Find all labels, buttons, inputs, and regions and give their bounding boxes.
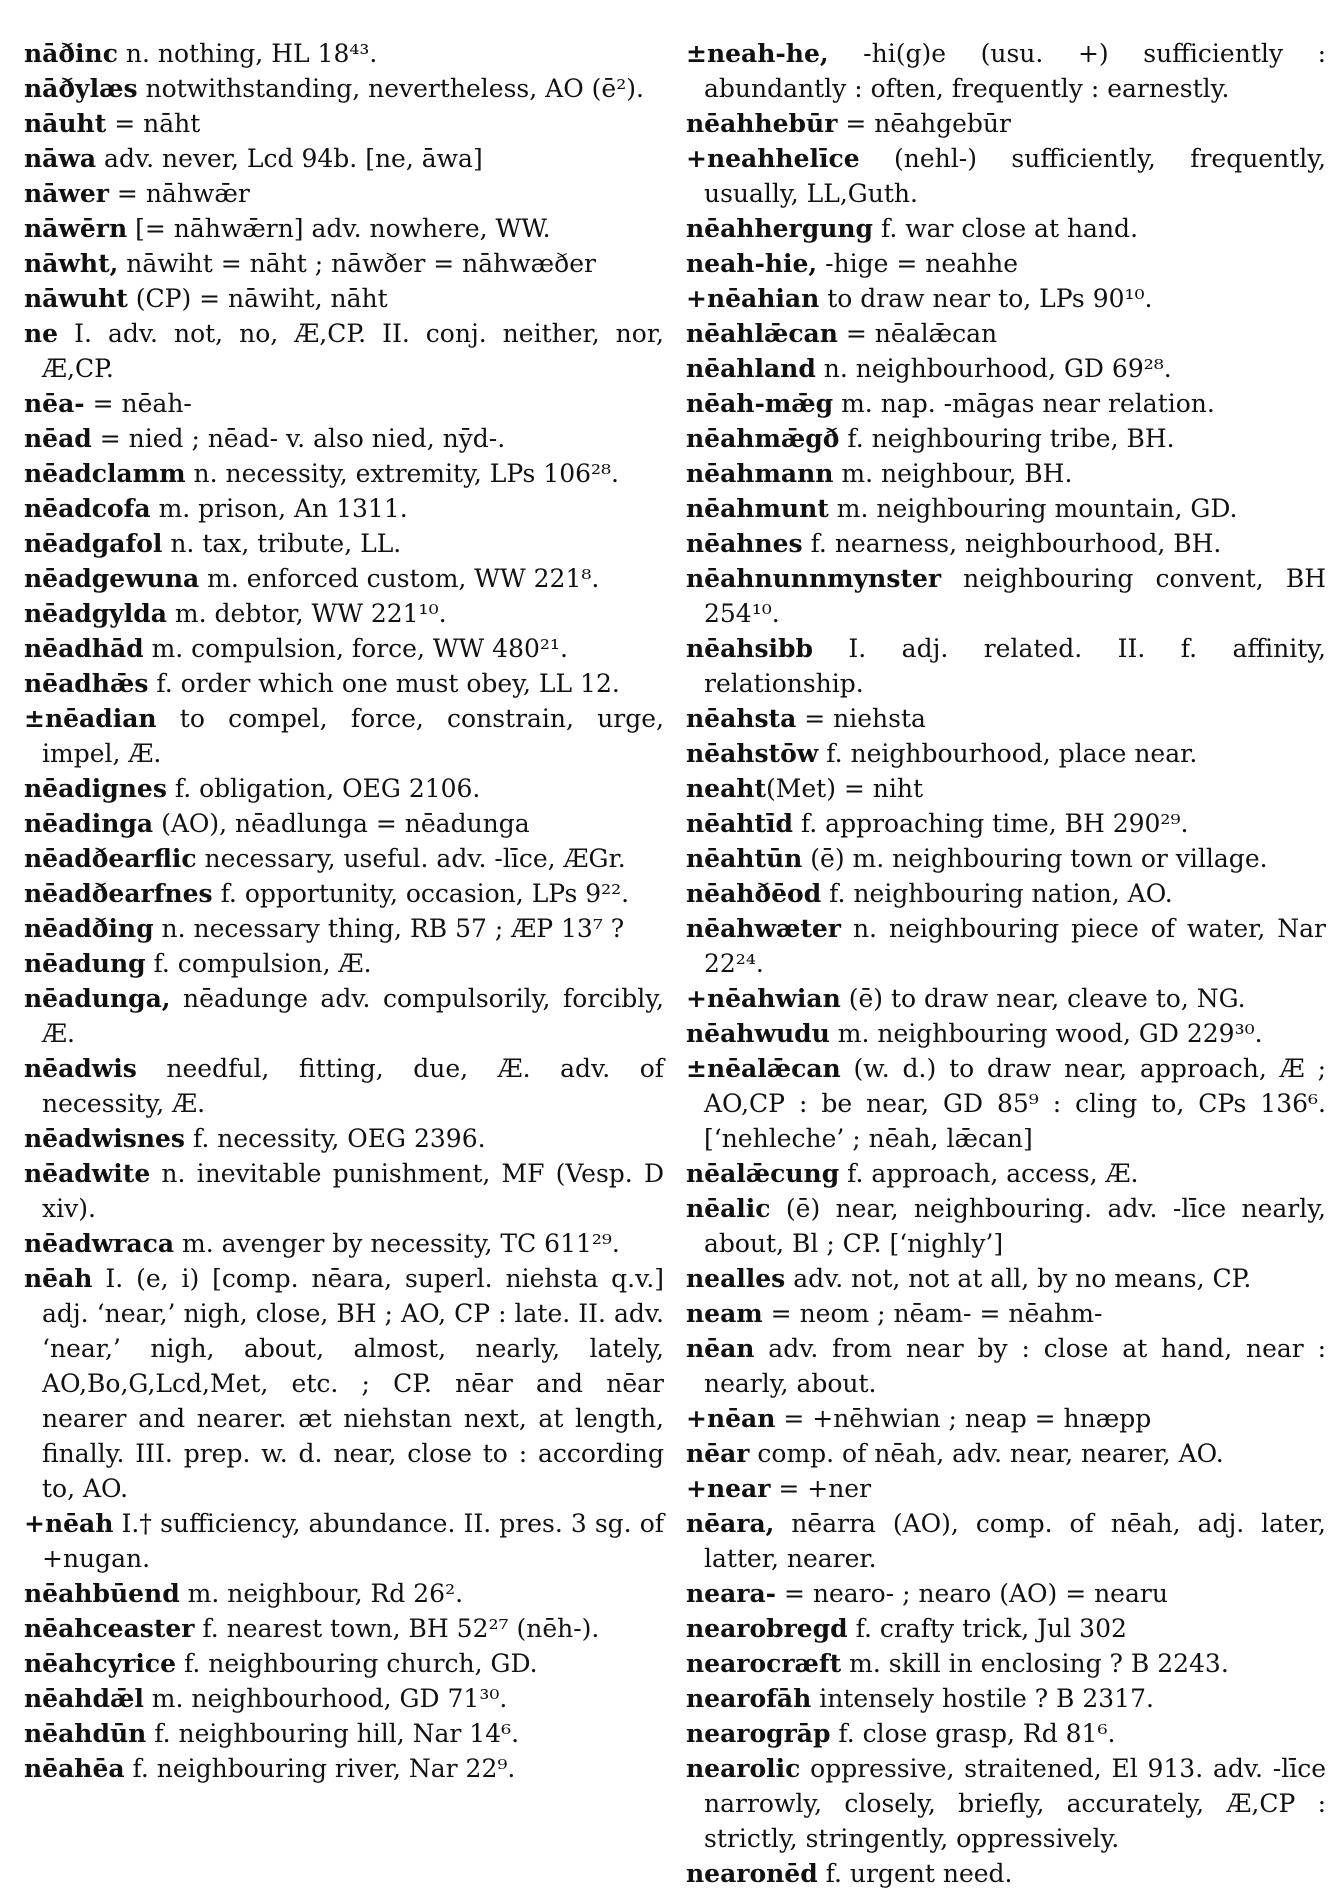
entry: neah-hie, -hige = neahhe (686, 249, 1019, 278)
entry: +nēahwian (ē) to draw near, cleave to, NG. (686, 984, 1246, 1013)
entry: nāwa adv. never, Lcd 94b. [ne, āwa] (24, 144, 483, 173)
entry: nēadgewuna m. enforced custom, WW 221⁸. (24, 564, 600, 593)
entry: +nēahian to draw near to, LPs 90¹⁰. (686, 284, 1153, 313)
entry: nēahmunt m. neighbouring mountain, GD. (686, 494, 1238, 523)
entry: nēahhebūr = nēahgebūr (686, 109, 1011, 138)
entry: nēahmann m. neighbour, BH. (686, 459, 1073, 488)
entry: nēadðing n. necessary thing, RB 57 ; ÆP 13⁷ ? (24, 914, 625, 943)
entry: nēahwæter n. neighbouring piece of water, Nar 22²⁴. (686, 914, 1326, 978)
entry: neaht(Met) = niht (686, 774, 924, 803)
left-column (24, 36, 664, 1786)
entry: nēahsta = niehsta (686, 704, 926, 733)
entry: nēahtīd f. approaching time, BH 290²⁹. (686, 809, 1189, 838)
entry: nēahland n. neighbourhood, GD 69²⁸. (686, 354, 1172, 383)
entry: nēadcofa m. prison, An 1311. (24, 494, 408, 523)
entry: nēadwraca m. avenger by necessity, TC 611²⁹. (24, 1229, 620, 1258)
entry: nēadgafol n. tax, tribute, LL. (24, 529, 402, 558)
entry: nēalǣcung f. approach, access, Æ. (686, 1159, 1139, 1188)
entry: nēahstōw f. neighbourhood, place near. (686, 739, 1198, 768)
entry: nēadwis needful, fitting, due, Æ. adv. of necessity, Æ. (24, 1054, 664, 1118)
entry: nēahmǣgð f. neighbouring tribe, BH. (686, 424, 1175, 453)
entry: nāðinc n. nothing, HL 18⁴³. (24, 39, 378, 68)
entry: nēahsibb I. adj. related. II. f. affinity, relationship. (686, 634, 1326, 698)
entry: nealles adv. not, not at all, by no means, CP. (686, 1264, 1252, 1293)
entry: nāwer = nāhwǣr (24, 179, 250, 208)
entry: nēa- = nēah- (24, 389, 192, 418)
entry: nāuht = nāht (24, 109, 201, 138)
entry: nēahbūend m. neighbour, Rd 26². (24, 1579, 464, 1608)
entry: nēadinga (AO), nēadlunga = nēadunga (24, 809, 530, 838)
entry: nēara, nēarra (AO), comp. of nēah, adj. later, latter, nearer. (686, 1509, 1326, 1573)
entry: nēadignes f. obligation, OEG 2106. (24, 774, 481, 803)
entry: neam = neom ; nēam- = nēahm- (686, 1299, 1103, 1328)
entry: nēahdǣl m. neighbourhood, GD 71³⁰. (24, 1684, 508, 1713)
entry: nēahðēod f. neighbouring nation, AO. (686, 879, 1173, 908)
entry: nēahdūn f. neighbouring hill, Nar 14⁶. (24, 1719, 520, 1748)
entry: nearobregd f. crafty trick, Jul 302 (686, 1614, 1127, 1643)
entry: nēahnes f. nearness, neighbourhood, BH. (686, 529, 1222, 558)
entry: nāwht, nāwiht = nāht ; nāwðer = nāhwæðer (24, 249, 596, 278)
entry: ne I. adv. not, no, Æ,CP. II. conj. neither, nor, Æ,CP. (24, 319, 664, 383)
entry: nēah I. (e, i) [comp. nēara, superl. niehsta q.v.] adj. ‘near,’ nigh, close, BH ; AO, CP : late. II. adv. ‘near,’ nigh, about, almost, nearly, lately, AO,Bo,G,Lcd,Met, etc. ; CP. nēar and nēar nearer and nearer. æt niehstan next, at length, finally. III. prep. w. d. near, close to : according to, AO. (24, 1264, 664, 1503)
entry: nēalic (ē) near, neighbouring. adv. -līce nearly, about, Bl ; CP. [‘nighly’] (686, 1194, 1326, 1258)
entry: nearofāh intensely hostile ? B 2317. (686, 1684, 1154, 1713)
entry: ±nēalǣcan (w. d.) to draw near, approach, Æ ; AO,CP : be near, GD 85⁹ : cling to, CPs 136⁶. [‘nehleche’ ; nēah, lǣcan] (686, 1054, 1326, 1153)
entry: nēadhǣs f. order which one must obey, LL 12. (24, 669, 620, 698)
entry: nāwērn [= nāhwǣrn] adv. nowhere, WW. (24, 214, 551, 243)
entry: nearolic oppressive, straitened, El 913. adv. -līce narrowly, closely, briefly, accurately, Æ,CP : strictly, stringently, oppressively. (686, 1754, 1326, 1853)
entry: +near = +ner (686, 1474, 872, 1503)
entry: neara- = nearo- ; nearo (AO) = nearu (686, 1579, 1168, 1608)
entry: nearonēd f. urgent need. (686, 1859, 1013, 1888)
entry: nēahnunnmynster neighbouring convent, BH 254¹⁰. (686, 564, 1326, 628)
entry: ±nēadian to compel, force, constrain, urge, impel, Æ. (24, 704, 664, 768)
entry: nēadðearflic necessary, useful. adv. -līce, ÆGr. (24, 844, 626, 873)
entry: nēahhergung f. war close at hand. (686, 214, 1139, 243)
entry: nēadhād m. compulsion, force, WW 480²¹. (24, 634, 568, 663)
entry: nāðylæs notwithstanding, nevertheless, AO (ē²). (24, 74, 644, 103)
entry: nearogrāp f. close grasp, Rd 81⁶. (686, 1719, 1116, 1748)
entry: nēah-mǣg m. nap. -māgas near relation. (686, 389, 1215, 418)
entry: nēar comp. of nēah, adv. near, nearer, AO. (686, 1439, 1224, 1468)
entry: nēadgylda m. debtor, WW 221¹⁰. (24, 599, 447, 628)
entry: nearocræft m. skill in enclosing ? B 2243. (686, 1649, 1229, 1678)
entry: nēadunga, nēadunge adv. compulsorily, forcibly, Æ. (24, 984, 664, 1048)
entry: nāwuht (CP) = nāwiht, nāht (24, 284, 388, 313)
entry: nēahcyrice f. neighbouring church, GD. (24, 1649, 538, 1678)
entry: nēad = nied ; nēad- v. also nied, nȳd-. (24, 424, 506, 453)
entry: nēadðearfnes f. opportunity, occasion, LPs 9²². (24, 879, 630, 908)
entry: nēadwisnes f. necessity, OEG 2396. (24, 1124, 486, 1153)
entry: nēahwudu m. neighbouring wood, GD 229³⁰. (686, 1019, 1263, 1048)
entry: +nēah I.† sufficiency, abundance. II. pres. 3 sg. of +nugan. (24, 1509, 664, 1573)
entry: nēan adv. from near by : close at hand, near : nearly, about. (686, 1334, 1326, 1398)
entry: nēadwite n. inevitable punishment, MF (Vesp. D xiv). (24, 1159, 664, 1223)
entry: nēahtūn (ē) m. neighbouring town or village. (686, 844, 1268, 873)
entry: nēadclamm n. necessity, extremity, LPs 106²⁸. (24, 459, 619, 488)
entry: nēahceaster f. nearest town, BH 52²⁷ (nēh-). (24, 1614, 600, 1643)
entry: +neahhelīce (nehl-) sufficiently, frequently, usually, LL,Guth. (686, 144, 1326, 208)
entry: nēahlǣcan = nēalǣcan (686, 319, 998, 348)
entry: +nēan = +nēhwian ; neap = hnæpp (686, 1404, 1152, 1433)
entry: ±neah-he, -hi(g)e (usu. +) sufficiently : abundantly : often, frequently : earnestly. (686, 39, 1326, 103)
entry: nēadung f. compulsion, Æ. (24, 949, 372, 978)
right-column (686, 36, 1326, 1891)
entry: nēahēa f. neighbouring river, Nar 22⁹. (24, 1754, 516, 1783)
